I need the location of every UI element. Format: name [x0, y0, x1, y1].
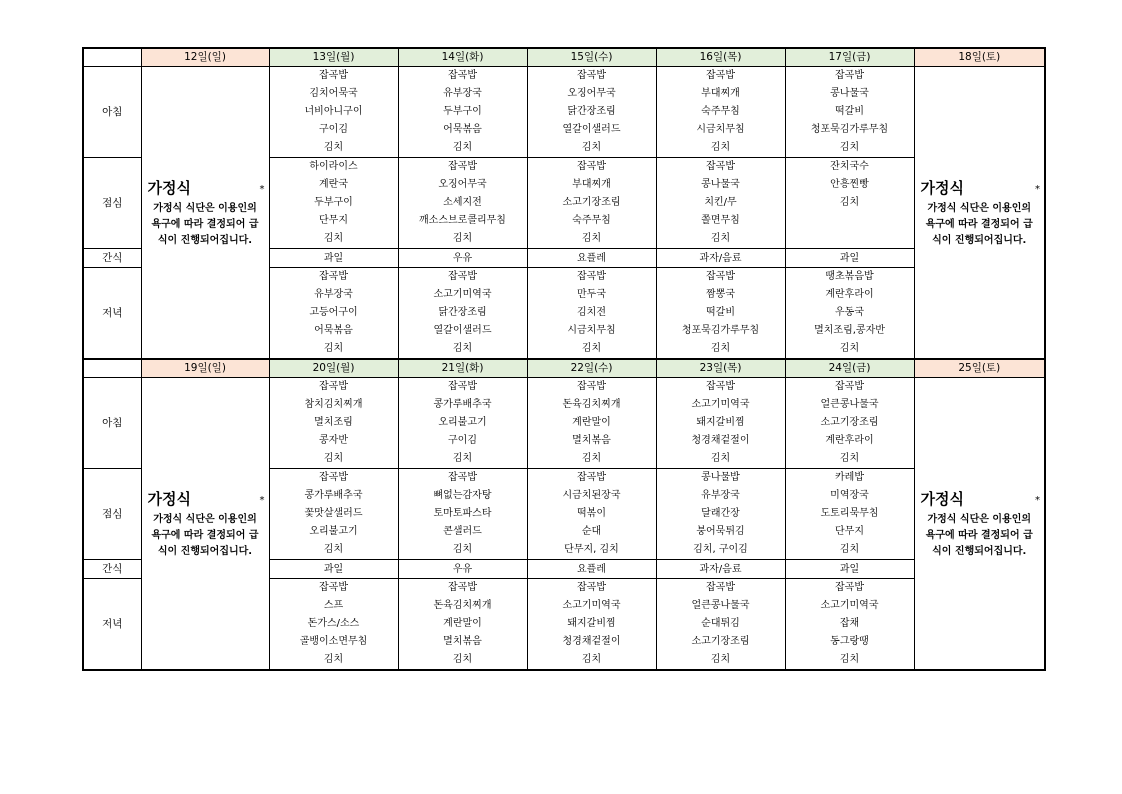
menu-item: 콩나물국: [701, 179, 740, 190]
menu-item: 참치김치찌개: [304, 399, 363, 410]
menu-item: 잡곡밥: [319, 582, 348, 593]
menu-item: 계란말이: [572, 417, 611, 428]
menu-item: 청포묵김가루무침: [810, 124, 889, 135]
snack-cell: 과일: [269, 560, 398, 579]
meal-label-lunch: 점심: [83, 158, 141, 249]
menu-item: 잡곡밥: [835, 582, 864, 593]
home-meal-note: [146, 201, 265, 249]
snack-cell: 과자/음료: [656, 249, 785, 268]
home-meal-note-line: 가정식 식단은 이용인의: [153, 513, 257, 525]
menu-item: 잡곡밥: [706, 381, 735, 392]
menu-item: 시금치무침: [567, 325, 616, 336]
menu-item: 동그랑땡: [830, 636, 869, 647]
menu-item: 도토리묵무침: [820, 508, 879, 519]
home-meal-note-line: 식이 진행되어집니다.: [157, 545, 253, 557]
breakfast-cell: [398, 67, 527, 158]
dinner-cell: [527, 579, 656, 671]
menu-item: 잡곡밥: [448, 381, 477, 392]
home-meal-star: *: [1035, 494, 1040, 506]
home-meal-title: 가정식: [920, 178, 964, 197]
menu-item: 멸치볶음: [443, 636, 482, 647]
menu-item: 김치: [452, 233, 473, 244]
menu-item: 미역장국: [830, 490, 869, 501]
menu-item: 오징어무국: [438, 179, 487, 190]
menu-item: 잡곡밥: [448, 70, 477, 81]
meal-label-snack: 간식: [83, 560, 141, 579]
menu-item: 잡곡밥: [319, 472, 348, 483]
lunch-cell: [527, 469, 656, 560]
date-header: 23일(목): [656, 359, 785, 378]
snack-cell: 과자/음료: [656, 560, 785, 579]
menu-item: 잡곡밥: [448, 582, 477, 593]
date-header: 25일(토): [914, 359, 1045, 378]
menu-item: 김치: [839, 654, 860, 665]
menu-item: 김치: [710, 343, 731, 354]
menu-item: 시금치된장국: [562, 490, 621, 501]
menu-item: 김치: [710, 453, 731, 464]
home-meal-star: *: [259, 494, 265, 506]
lunch-cell: [656, 158, 785, 249]
breakfast-cell: [398, 378, 527, 469]
menu-item: 김치: [581, 343, 602, 354]
home-meal-note-line: 욕구에 따라 결정되어 급: [925, 218, 1033, 230]
menu-item: 어묵볶음: [314, 325, 353, 336]
menu-item: 잡곡밥: [706, 161, 735, 172]
menu-item: 숙주무침: [572, 215, 611, 226]
snack-cell: 과일: [785, 560, 914, 579]
corner-cell: [83, 359, 141, 378]
menu-item: 콩자반: [319, 435, 348, 446]
menu-item: 콘샐러드: [443, 526, 482, 537]
menu-item: [786, 212, 914, 230]
menu-item: 단무지, 김치: [564, 544, 619, 555]
snack-cell: 과일: [785, 249, 914, 268]
breakfast-cell: [527, 378, 656, 469]
menu-item: 계란후라이: [825, 289, 874, 300]
menu-item: 오리불고기: [309, 526, 358, 537]
date-header: 16일(목): [656, 48, 785, 67]
lunch-cell: [785, 469, 914, 560]
menu-item: 꽃맛살샐러드: [304, 508, 363, 519]
lunch-cell: [785, 158, 914, 249]
menu-item: 김치전: [577, 307, 606, 318]
menu-item: 부대찌개: [572, 179, 611, 190]
menu-item: 청경채겉절이: [562, 636, 621, 647]
menu-item: [786, 230, 914, 248]
dinner-cell: [269, 579, 398, 671]
home-meal-title: 가정식: [147, 489, 191, 508]
menu-item: 김치어묵국: [309, 88, 358, 99]
home-meal-note-line: 식이 진행되어집니다.: [932, 545, 1027, 557]
snack-cell: 과일: [269, 249, 398, 268]
breakfast-cell: [269, 378, 398, 469]
menu-item: 김치: [323, 453, 344, 464]
menu-item: 오징어무국: [567, 88, 616, 99]
menu-item: 닭간장조림: [567, 106, 616, 117]
menu-item: 스프: [323, 600, 344, 611]
menu-item: 김치: [452, 142, 473, 153]
home-meal-star: *: [1035, 183, 1040, 195]
home-meal-note: [146, 512, 265, 560]
breakfast-row: [83, 378, 1045, 469]
breakfast-cell: [656, 378, 785, 469]
menu-item: 너비아니구이: [304, 106, 363, 117]
dinner-cell: [656, 579, 785, 671]
home-meal-cell-sun: [141, 378, 269, 671]
home-meal-star: *: [259, 183, 265, 195]
menu-item: 떡볶이: [577, 508, 606, 519]
menu-item: 잡곡밥: [706, 70, 735, 81]
date-header: 17일(금): [785, 48, 914, 67]
menu-item: 계란국: [319, 179, 348, 190]
menu-item: 잡곡밥: [448, 472, 477, 483]
menu-item: 짬뽕국: [706, 289, 735, 300]
home-meal-box: [915, 177, 1045, 249]
menu-item: 잡곡밥: [835, 70, 864, 81]
menu-item: 시금치무침: [696, 124, 745, 135]
menu-item: 김치: [839, 544, 860, 555]
menu-item: 떡갈비: [835, 106, 864, 117]
home-meal-note: [919, 512, 1041, 560]
menu-item: 멸치조림: [314, 417, 353, 428]
menu-item: 돼지갈비찜: [567, 618, 616, 629]
menu-item: 김치: [323, 544, 344, 555]
breakfast-cell: [785, 67, 914, 158]
menu-item: 김치: [710, 654, 731, 665]
home-meal-title: 가정식: [920, 489, 964, 508]
menu-item: 쫄면무침: [701, 215, 740, 226]
menu-item: 잡곡밥: [577, 472, 606, 483]
menu-item: 소고기미역국: [562, 600, 621, 611]
menu-item: 두부구이: [314, 197, 353, 208]
meal-label-dinner: 저녁: [83, 579, 141, 671]
menu-item: 잡곡밥: [577, 271, 606, 282]
menu-item: 콩나물국: [830, 88, 869, 99]
menu-item: 소고기미역국: [691, 399, 750, 410]
menu-item: 김치: [323, 142, 344, 153]
meal-label-lunch: 점심: [83, 469, 141, 560]
dinner-cell: [527, 268, 656, 360]
lunch-cell: [398, 469, 527, 560]
date-header-row: [83, 48, 1045, 67]
lunch-cell: [527, 158, 656, 249]
menu-item: 청포묵김가루무침: [681, 325, 760, 336]
menu-item: 얼큰콩나물국: [820, 399, 879, 410]
menu-item: 소고기미역국: [820, 600, 879, 611]
menu-item: 계란말이: [443, 618, 482, 629]
menu-item: 단무지: [319, 215, 348, 226]
menu-item: 김치: [839, 197, 860, 208]
menu-item: 어묵볶음: [443, 124, 482, 135]
menu-body: [83, 48, 1045, 670]
menu-item: 돈가스/소스: [307, 618, 360, 629]
menu-item: 잡곡밥: [319, 70, 348, 81]
date-header: 14일(화): [398, 48, 527, 67]
menu-item: 유부장국: [443, 88, 482, 99]
menu-item: 깨소스브로콜리무침: [419, 215, 506, 226]
home-meal-note-line: 욕구에 따라 결정되어 급: [925, 529, 1033, 541]
menu-item: 구이김: [319, 124, 348, 135]
menu-item: 계란후라이: [825, 435, 874, 446]
meal-label-dinner: 저녁: [83, 268, 141, 360]
breakfast-cell: [656, 67, 785, 158]
menu-item: 김치: [323, 654, 344, 665]
menu-item: 잡곡밥: [577, 161, 606, 172]
dinner-cell: [785, 268, 914, 360]
home-meal-note-line: 가정식 식단은 이용인의: [927, 202, 1032, 214]
menu-item: 잡곡밥: [448, 161, 477, 172]
home-meal-note-line: 식이 진행되어집니다.: [932, 234, 1027, 246]
breakfast-row: [83, 67, 1045, 158]
menu-item: 땡초볶음밥: [825, 271, 874, 282]
date-header-row: [83, 359, 1045, 378]
menu-item: 김치: [581, 142, 602, 153]
home-meal-box: [142, 488, 269, 560]
menu-item: 잔치국수: [830, 161, 869, 172]
menu-item: 구이김: [448, 435, 477, 446]
menu-item: 김치: [452, 654, 473, 665]
corner-cell: [83, 48, 141, 67]
menu-item: 순대: [581, 526, 602, 537]
menu-item: 돼지갈비찜: [696, 417, 745, 428]
menu-item: 콩나물밥: [701, 472, 740, 483]
menu-item: 얼큰콩나물국: [691, 600, 750, 611]
menu-item: 소고기장조림: [562, 197, 621, 208]
menu-item: 만두국: [577, 289, 606, 300]
menu-item: 소세지전: [443, 197, 482, 208]
menu-item: 김치, 구이김: [693, 544, 748, 555]
date-header: 13일(월): [269, 48, 398, 67]
date-header: 18일(토): [914, 48, 1045, 67]
menu-item: 김치: [452, 343, 473, 354]
menu-item: 잡곡밥: [706, 582, 735, 593]
menu-item: 잡채: [839, 618, 860, 629]
menu-item: 김치: [581, 654, 602, 665]
home-meal-cell-sat: [914, 67, 1045, 360]
menu-item: 토마토파스타: [433, 508, 492, 519]
breakfast-cell: [269, 67, 398, 158]
date-header: 19일(일): [141, 359, 269, 378]
menu-item: 유부장국: [314, 289, 353, 300]
menu-item: 김치: [323, 343, 344, 354]
menu-item: 잡곡밥: [319, 381, 348, 392]
date-header: 12일(일): [141, 48, 269, 67]
menu-item: 김치: [839, 142, 860, 153]
meal-label-snack: 간식: [83, 249, 141, 268]
menu-item: 김치: [452, 453, 473, 464]
breakfast-cell: [527, 67, 656, 158]
menu-item: 잡곡밥: [835, 381, 864, 392]
menu-item: 돈육김치찌개: [562, 399, 621, 410]
lunch-cell: [398, 158, 527, 249]
menu-item: 잡곡밥: [319, 271, 348, 282]
snack-cell: 우유: [398, 249, 527, 268]
menu-item: 김치: [452, 544, 473, 555]
menu-item: 잡곡밥: [577, 70, 606, 81]
dinner-cell: [785, 579, 914, 671]
lunch-cell: [656, 469, 785, 560]
menu-item: 소고기미역국: [433, 289, 492, 300]
home-meal-note-line: 식이 진행되어집니다.: [157, 234, 253, 246]
menu-item: 콩가루배추국: [304, 490, 363, 501]
home-meal-cell-sat: [914, 378, 1045, 671]
date-header: 15일(수): [527, 48, 656, 67]
menu-item: 하이라이스: [309, 161, 358, 172]
menu-item: 고등어구이: [309, 307, 358, 318]
snack-cell: 우유: [398, 560, 527, 579]
menu-item: 소고기장조림: [691, 636, 750, 647]
meal-menu-table: [82, 47, 1046, 671]
menu-item: 김치: [581, 233, 602, 244]
meal-label-breakfast: 아침: [83, 67, 141, 158]
home-meal-cell-sun: [141, 67, 269, 360]
home-meal-title: 가정식: [147, 178, 191, 197]
menu-item: 붕어묵튀김: [696, 526, 745, 537]
snack-cell: 요플레: [527, 560, 656, 579]
menu-item: 우동국: [835, 307, 864, 318]
menu-item: 숙주무침: [701, 106, 740, 117]
menu-item: 뼈없는감자탕: [433, 490, 492, 501]
meal-label-breakfast: 아침: [83, 378, 141, 469]
menu-item: 오리불고기: [438, 417, 487, 428]
menu-item: 김치: [710, 233, 731, 244]
menu-item: 콩가루배추국: [433, 399, 492, 410]
breakfast-cell: [785, 378, 914, 469]
menu-item: 치킨/무: [704, 197, 737, 208]
menu-item: 멸치볶음: [572, 435, 611, 446]
menu-item: 청경채겉절이: [691, 435, 750, 446]
dinner-cell: [269, 268, 398, 360]
date-header: 24일(금): [785, 359, 914, 378]
date-header: 22일(수): [527, 359, 656, 378]
home-meal-box: [915, 488, 1045, 560]
menu-item: 단무지: [835, 526, 864, 537]
menu-item: 김치: [581, 453, 602, 464]
menu-item: 김치: [839, 343, 860, 354]
menu-item: 두부구이: [443, 106, 482, 117]
dinner-cell: [656, 268, 785, 360]
menu-item: 열갈이샐러드: [562, 124, 621, 135]
date-header: 21일(화): [398, 359, 527, 378]
home-meal-note-line: 욕구에 따라 결정되어 급: [151, 529, 259, 541]
home-meal-note-line: 가정식 식단은 이용인의: [927, 513, 1032, 525]
menu-item: 잡곡밥: [706, 271, 735, 282]
home-meal-note-line: 욕구에 따라 결정되어 급: [151, 218, 259, 230]
lunch-cell: [269, 469, 398, 560]
menu-item: 김치: [839, 453, 860, 464]
menu-item: 멸치조림,콩자반: [814, 325, 885, 336]
menu-item: 김치: [323, 233, 344, 244]
dinner-cell: [398, 579, 527, 671]
menu-item: 잡곡밥: [577, 381, 606, 392]
menu-item: 부대찌개: [701, 88, 740, 99]
menu-item: 잡곡밥: [448, 271, 477, 282]
dinner-cell: [398, 268, 527, 360]
menu-item: 카레밥: [835, 472, 864, 483]
snack-cell: 요플레: [527, 249, 656, 268]
menu-item: 골뱅이소면무침: [299, 636, 368, 647]
menu-item: 소고기장조림: [820, 417, 879, 428]
menu-item: 김치: [710, 142, 731, 153]
home-meal-note-line: 가정식 식단은 이용인의: [153, 202, 257, 214]
home-meal-box: [142, 177, 269, 249]
menu-item: 달래간장: [701, 508, 740, 519]
menu-item: 순대튀김: [701, 618, 740, 629]
menu-item: 잡곡밥: [577, 582, 606, 593]
menu-item: 닭간장조림: [438, 307, 487, 318]
menu-item: 안흥찐빵: [830, 179, 869, 190]
menu-item: 유부장국: [701, 490, 740, 501]
date-header: 20일(월): [269, 359, 398, 378]
lunch-cell: [269, 158, 398, 249]
menu-item: 열갈이샐러드: [433, 325, 492, 336]
menu-item: 돈육김치찌개: [433, 600, 492, 611]
home-meal-note: [919, 201, 1041, 249]
menu-item: 떡갈비: [706, 307, 735, 318]
